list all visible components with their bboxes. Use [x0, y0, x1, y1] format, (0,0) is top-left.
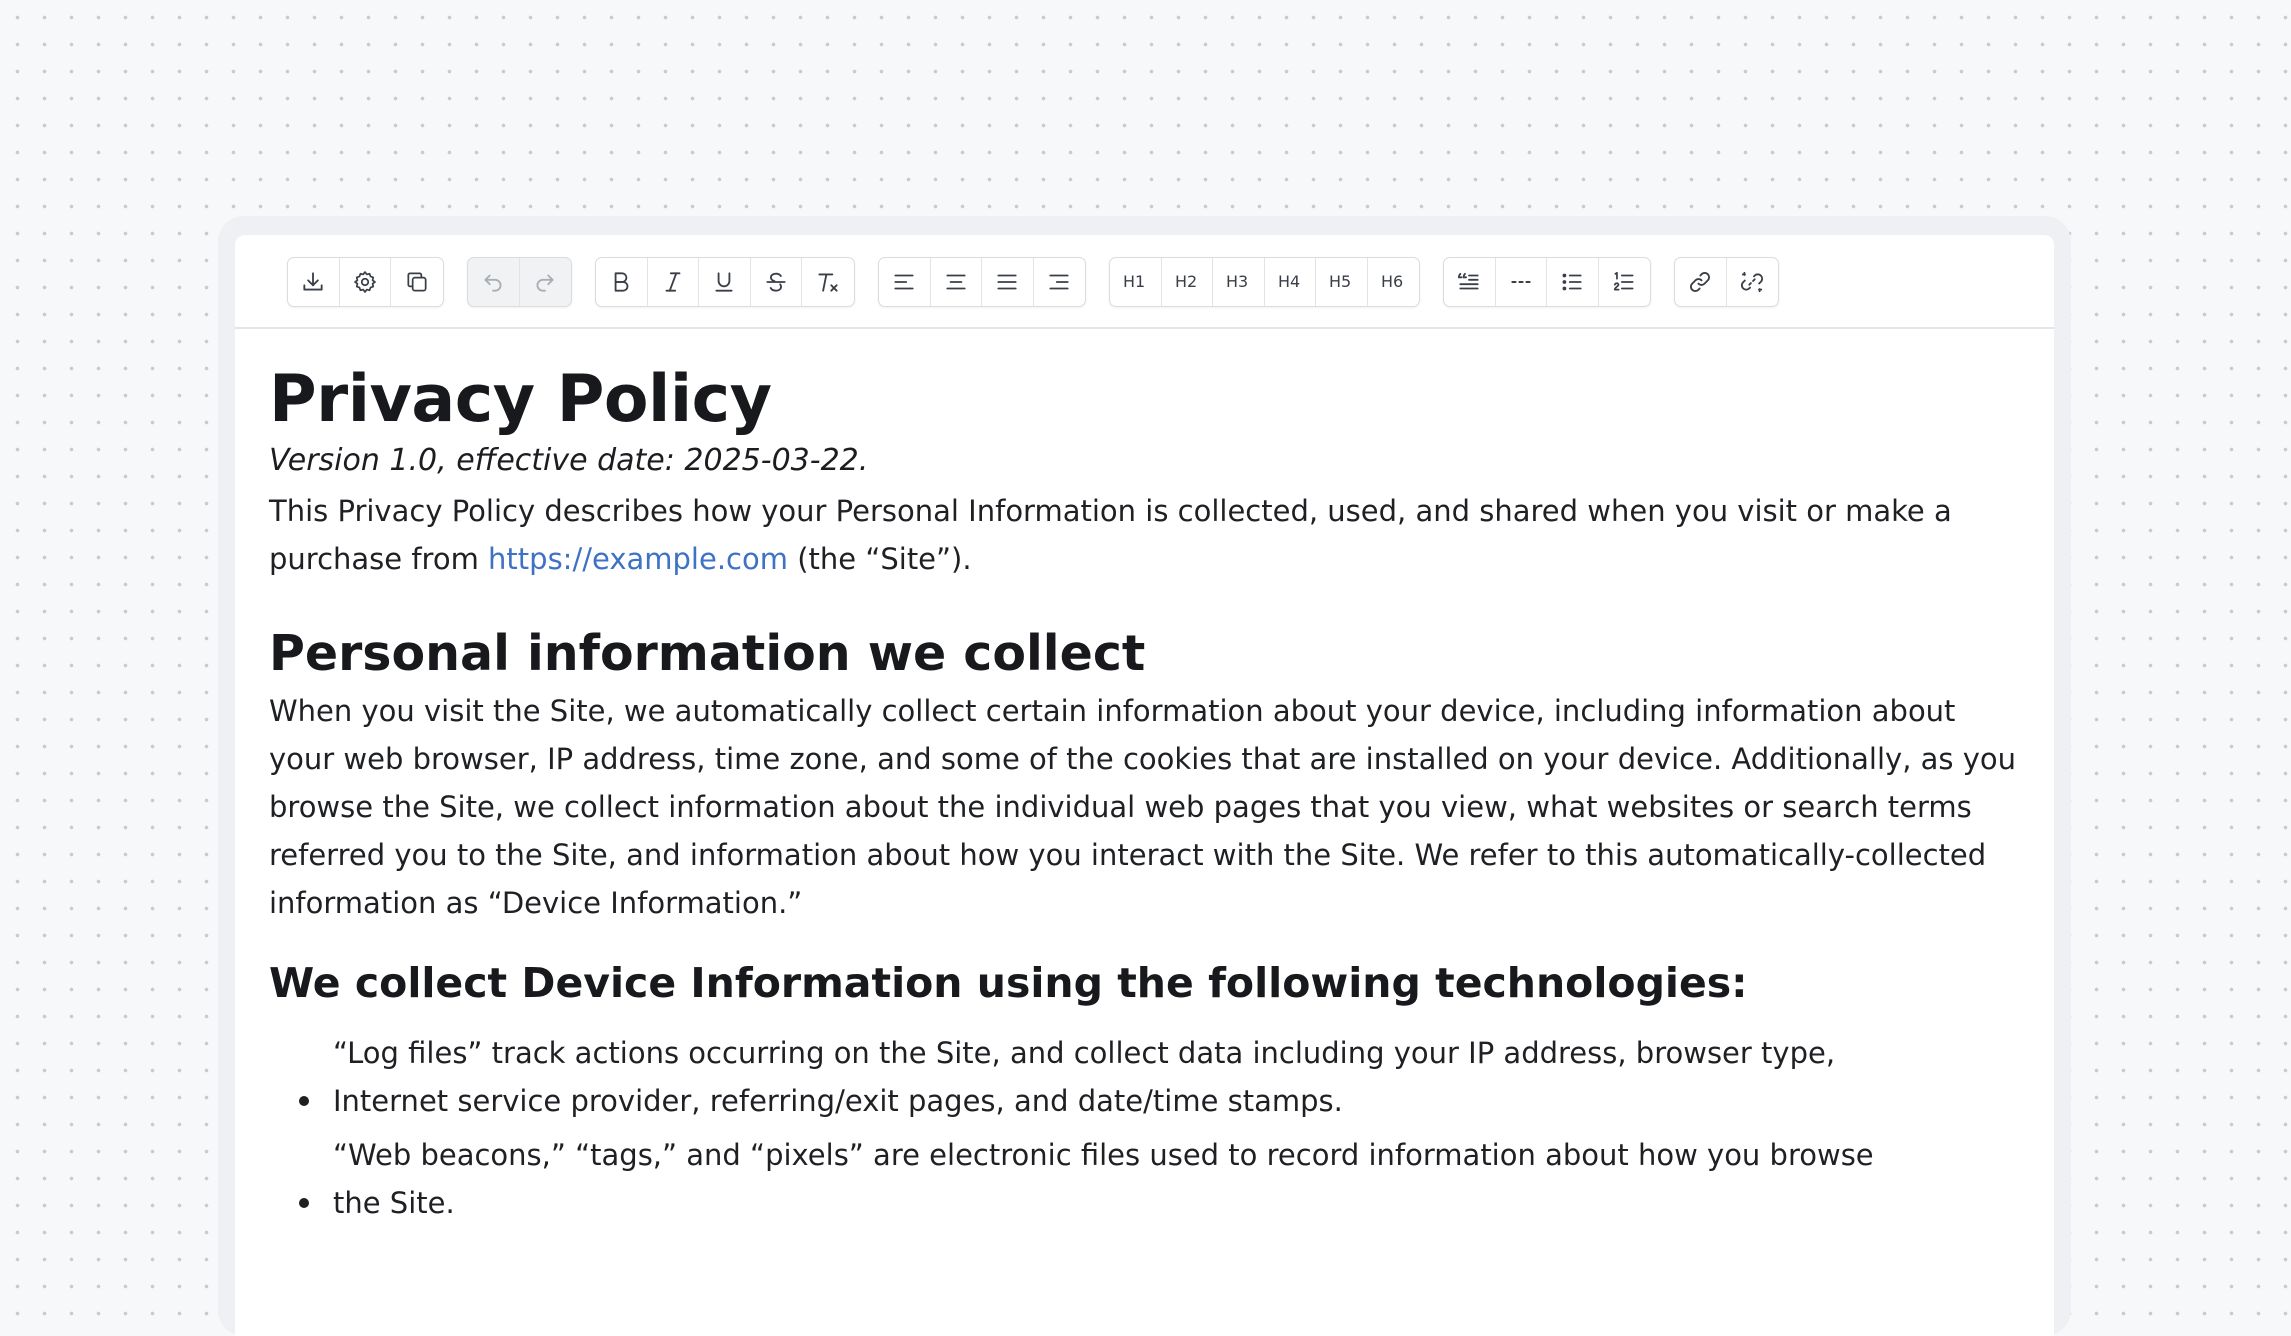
- strikethrough-icon: [763, 269, 789, 295]
- heading-4-icon: [1275, 270, 1305, 294]
- gear-icon: [352, 269, 378, 295]
- bold-icon: [608, 269, 634, 295]
- svg-text:H6: H6: [1381, 272, 1404, 291]
- align-left-icon: [891, 269, 917, 295]
- editor-frame: [218, 216, 2071, 1336]
- undo-button[interactable]: [468, 258, 520, 306]
- intro-paragraph: [269, 487, 2019, 583]
- copy-icon: [404, 269, 430, 295]
- toolbar-group-file: [287, 257, 444, 307]
- clear-format-icon: [815, 269, 841, 295]
- horizontal-rule-button[interactable]: [1496, 258, 1548, 306]
- bullet-list-button[interactable]: [1547, 258, 1599, 306]
- heading-1-icon: [1120, 270, 1150, 294]
- toolbar: [235, 235, 2054, 329]
- ordered-list-icon: [1611, 269, 1637, 295]
- quote-icon: [1456, 269, 1482, 295]
- redo-button[interactable]: [520, 258, 572, 306]
- document-title: Privacy Policy: [269, 362, 772, 437]
- link-icon: [1687, 269, 1713, 295]
- bullet-marker: [299, 1198, 309, 1208]
- editor: [235, 235, 2054, 1336]
- align-left-button[interactable]: [879, 258, 931, 306]
- italic-button[interactable]: [648, 258, 700, 306]
- svg-text:H1: H1: [1123, 272, 1146, 291]
- heading-2-icon: [1172, 270, 1202, 294]
- align-center-icon: [943, 269, 969, 295]
- site-link[interactable]: https://example.com: [488, 542, 788, 576]
- intro-text: This Privacy Policy describes how your Personal Information is collected, used, and shared when you visit or make a purchase from: [269, 494, 1952, 576]
- underline-icon: [711, 269, 737, 295]
- align-justify-icon: [994, 269, 1020, 295]
- ordered-list-button[interactable]: [1599, 258, 1651, 306]
- svg-text:H4: H4: [1277, 272, 1300, 291]
- align-center-button[interactable]: [931, 258, 983, 306]
- bullet-marker: [299, 1096, 309, 1106]
- unlink-button[interactable]: [1727, 258, 1779, 306]
- list-item-line: “Log files” track actions occurring on the Site, and collect data including your IP address, browser type,: [333, 1036, 1836, 1070]
- heading-1-button[interactable]: [1110, 258, 1162, 306]
- redo-icon: [532, 269, 558, 295]
- list-item-line: Internet service provider, referring/exit pages, and date/time stamps.: [333, 1084, 1343, 1118]
- bold-button[interactable]: [596, 258, 648, 306]
- toolbar-group-headings: [1109, 257, 1420, 307]
- list-item: [333, 1131, 2053, 1227]
- svg-text:H5: H5: [1329, 272, 1352, 291]
- horizontal-rule-icon: [1508, 269, 1534, 295]
- heading-3-icon: [1223, 270, 1253, 294]
- section-heading-personal-information: Personal information we collect: [269, 625, 1146, 682]
- align-right-icon: [1046, 269, 1072, 295]
- blockquote-button[interactable]: [1444, 258, 1496, 306]
- toolbar-group-blocks: [1443, 257, 1651, 307]
- intro-text-end: (the “Site”).: [787, 542, 972, 576]
- version-line: Version 1.0, effective date: 2025-03-22.: [269, 443, 869, 478]
- italic-icon: [660, 269, 686, 295]
- copy-button[interactable]: [391, 258, 443, 306]
- strikethrough-button[interactable]: [751, 258, 803, 306]
- heading-6-icon: [1378, 270, 1408, 294]
- toolbar-group-links: [1674, 257, 1779, 307]
- svg-text:H3: H3: [1226, 272, 1249, 291]
- heading-5-button[interactable]: [1316, 258, 1368, 306]
- heading-3-button[interactable]: [1213, 258, 1265, 306]
- toolbar-group-history: [467, 257, 572, 307]
- align-justify-button[interactable]: [982, 258, 1034, 306]
- heading-6-button[interactable]: [1368, 258, 1420, 306]
- heading-4-button[interactable]: [1265, 258, 1317, 306]
- undo-icon: [480, 269, 506, 295]
- toolbar-group-format: [595, 257, 855, 307]
- svg-text:H2: H2: [1174, 272, 1197, 291]
- link-button[interactable]: [1675, 258, 1727, 306]
- bullet-list-icon: [1559, 269, 1585, 295]
- align-right-button[interactable]: [1034, 258, 1086, 306]
- device-information-paragraph: When you visit the Site, we automatically collect certain information about your device, including information about your web browser, IP address, time zone, and some of the cookies that are installed on your device. Additionally, as you browse the Site, we collect information about the individual web pages that you view, what websites or search terms referred you to the Site, and information about how you interact with the Site. We refer to this automatically-collected information as “Device Information.”: [269, 694, 2017, 920]
- list-item: [333, 1029, 2053, 1125]
- toolbar-group-align: [878, 257, 1086, 307]
- list-item-line: “Web beacons,” “tags,” and “pixels” are electronic files used to record information about how you browse: [333, 1138, 1874, 1172]
- download-button[interactable]: [288, 258, 340, 306]
- list-item-line: the Site.: [333, 1186, 455, 1220]
- download-icon: [300, 269, 326, 295]
- clear-format-button[interactable]: [802, 258, 854, 306]
- underline-button[interactable]: [699, 258, 751, 306]
- heading-2-button[interactable]: [1162, 258, 1214, 306]
- section-heading-technologies: We collect Device Information using the following technologies:: [269, 959, 1748, 1007]
- settings-button[interactable]: [340, 258, 392, 306]
- heading-5-icon: [1326, 270, 1356, 294]
- unlink-icon: [1739, 269, 1765, 295]
